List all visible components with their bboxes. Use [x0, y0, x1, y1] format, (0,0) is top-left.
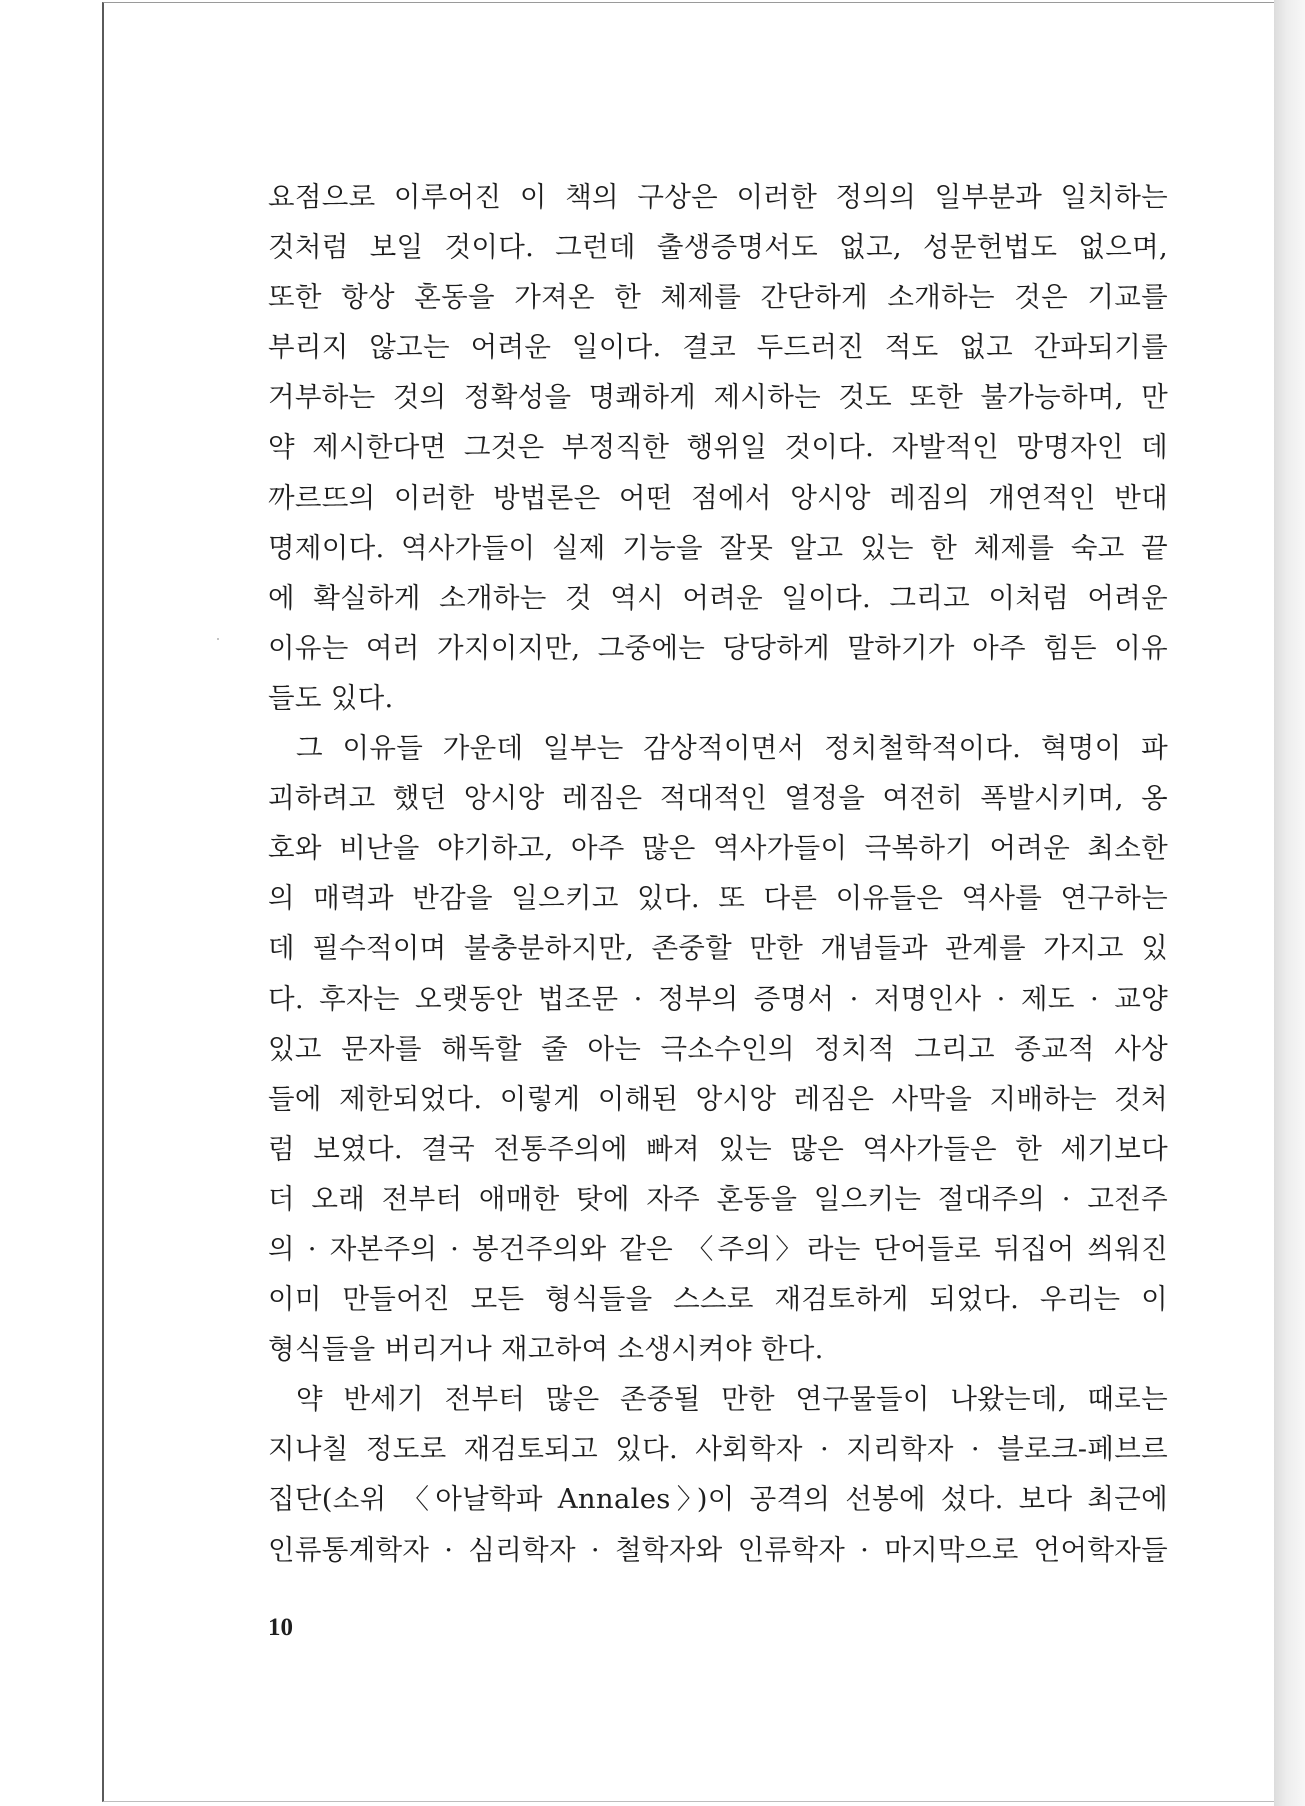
text-line: 에 확실하게 소개하는 것 역시 어려운 일이다. 그리고 이처럼 어려운: [268, 581, 1168, 614]
text-line: 괴하려고 했던 앙시앙 레짐은 적대적인 열정을 여전히 폭발시키며, 옹: [268, 782, 1168, 815]
text-line: 것처럼 보일 것이다. 그런데 출생증명서도 없고, 성문헌법도 없으며,: [268, 231, 1168, 264]
text-line: 이미 만들어진 모든 형식들을 스스로 재검토하게 되었다. 우리는 이: [268, 1283, 1168, 1316]
text-line: 호와 비난을 야기하고, 아주 많은 역사가들이 극복하기 어려운 최소한: [268, 832, 1168, 865]
text-line: 약 반세기 전부터 많은 존중될 만한 연구물들이 나왔는데, 때로는: [296, 1383, 1168, 1416]
text-line: 의 · 자본주의 · 봉건주의와 같은 〈주의〉라는 단어들로 뒤집어 씌워진: [268, 1232, 1168, 1265]
text-line: 또한 항상 혼동을 가져온 한 체제를 간단하게 소개하는 것은 기교를: [268, 281, 1168, 314]
text-line: 이유는 여러 가지이지만, 그중에는 당당하게 말하기가 아주 힘든 이유: [268, 631, 1168, 664]
page-number: 10: [268, 1614, 293, 1641]
text-line: 들에 제한되었다. 이렇게 이해된 앙시앙 레짐은 사막을 지배하는 것처: [268, 1082, 1168, 1115]
text-line: 지나칠 정도로 재검토되고 있다. 사회학자 · 지리학자 · 블로크-페브르: [268, 1433, 1168, 1466]
text-line: 의 매력과 반감을 일으키고 있다. 또 다른 이유들은 역사를 연구하는: [268, 882, 1168, 915]
page-edge-shadow: [1274, 0, 1305, 1806]
text-line: 부리지 않고는 어려운 일이다. 결코 두드러진 적도 없고 간파되기를: [268, 331, 1168, 364]
body-text: [268, 172, 1168, 1575]
text-line: 명제이다. 역사가들이 실제 기능을 잘못 알고 있는 한 체제를 숙고 끝: [268, 531, 1168, 564]
text-line: 까르뜨의 이러한 방법론은 어떤 점에서 앙시앙 레짐의 개연적인 반대: [268, 481, 1168, 514]
text-line: 더 오래 전부터 애매한 탓에 자주 혼동을 일으키는 절대주의 · 고전주: [268, 1182, 1168, 1215]
text-line: 요점으로 이루어진 이 책의 구상은 이러한 정의의 일부분과 일치하는: [268, 181, 1168, 213]
text-line: 럼 보였다. 결국 전통주의에 빠져 있는 많은 역사가들은 한 세기보다: [268, 1132, 1168, 1165]
text-line: 집단(소위 〈아날학파 Annales〉)이 공격의 선봉에 섰다. 보다 최근에: [268, 1483, 1168, 1516]
text-line: 거부하는 것의 정확성을 명쾌하게 제시하는 것도 또한 불가능하며, 만: [268, 381, 1168, 414]
text-line: 데 필수적이며 불충분하지만, 존중할 만한 개념들과 관계를 가지고 있: [268, 932, 1168, 965]
text-line: 다. 후자는 오랫동안 법조문 · 정부의 증명서 · 저명인사 · 제도 · 교양: [268, 982, 1168, 1015]
text-line: 인류통계학자 · 심리학자 · 철학자와 인류학자 · 마지막으로 언어학자들: [268, 1533, 1168, 1566]
text-line: 약 제시한다면 그것은 부정직한 행위일 것이다. 자발적인 망명자인 데: [268, 431, 1168, 464]
text-line: 있고 문자를 해독할 줄 아는 극소수인의 정치적 그리고 종교적 사상: [268, 1032, 1168, 1065]
text-line: 들도 있다.: [268, 681, 394, 714]
margin-speck: [217, 638, 219, 640]
text-line: 형식들을 버리거나 재고하여 소생시켜야 한다.: [268, 1333, 824, 1366]
text-line: 그 이유들 가운데 일부는 감상적이면서 정치철학적이다. 혁명이 파: [296, 732, 1168, 765]
